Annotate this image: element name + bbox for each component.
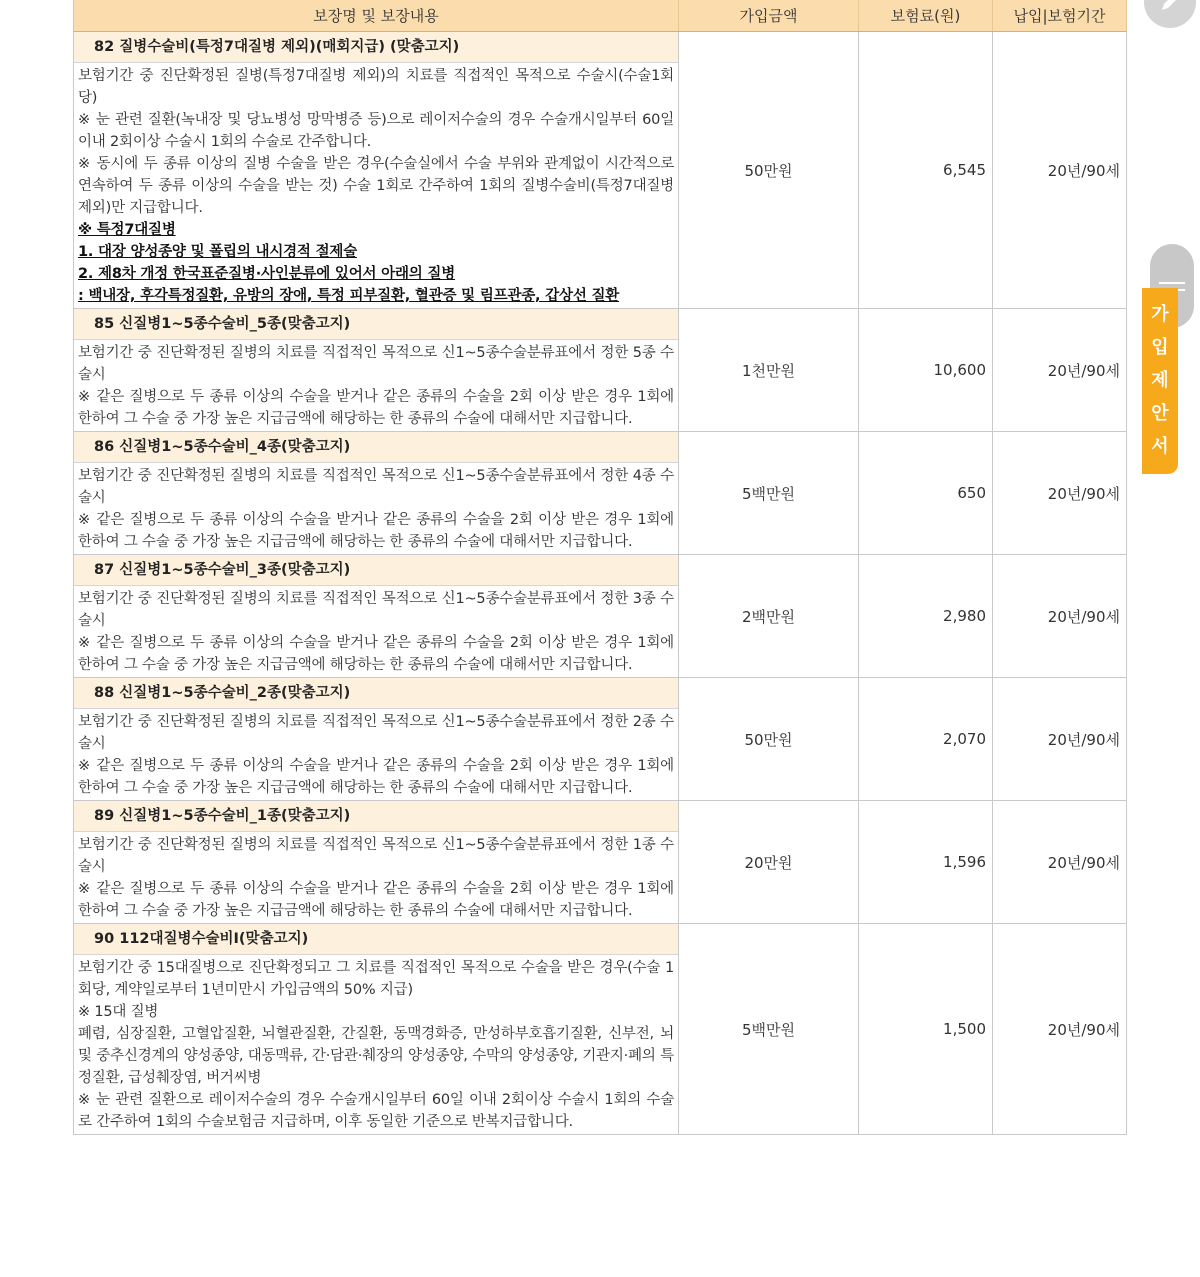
period-cell: 20년/90세 [993, 555, 1127, 678]
coverage-description-cell [74, 309, 679, 432]
coverage-note-underlined: 2. 제8차 개정 한국표준질병·사인분류에 있어서 아래의 질병 [78, 266, 456, 282]
coverage-text: ※ 같은 질병으로 두 종류 이상의 수술을 받거나 같은 종류의 수술을 2회 이상 받은 경우 1회에 한하여 그 수술 중 가장 높은 지급금액에 해당하는 한 종류의 수술에 대해서만 지급합니다. [78, 512, 674, 550]
amount-cell: 2백만원 [679, 555, 859, 678]
coverage-text: 보험기간 중 15대질병으로 진단확정되고 그 치료를 직접적인 목적으로 수술을 받은 경우(수술 1회당, 계약일로부터 1년미만시 가입금액의 50% 지급) [78, 960, 674, 998]
table-header-row [74, 0, 1127, 32]
coverage-description-cell [74, 801, 679, 924]
pencil-icon [1158, 0, 1182, 14]
coverage-body [74, 463, 678, 554]
coverage-text: 폐렴, 심장질환, 고혈압질환, 뇌혈관질환, 간질환, 동맥경화증, 만성하부호흡기질환, 신부전, 뇌 및 중추신경계의 양성종양, 대동맥류, 간·담관·췌장의 양성종양, 수막의 양성종양, 기관지·폐의 특정질환, 급성췌장염, 버거씨병 [78, 1026, 674, 1086]
premium-cell: 650 [859, 432, 993, 555]
period-cell: 20년/90세 [993, 801, 1127, 924]
coverage-text: ※ 같은 질병으로 두 종류 이상의 수술을 받거나 같은 종류의 수술을 2회 이상 받은 경우 1회에 한하여 그 수술 중 가장 높은 지급금액에 해당하는 한 종류의 수술에 대해서만 지급합니다. [78, 758, 674, 796]
coverage-title: 89 신질병1~5종수술비_1종(맞춤고지) [74, 801, 678, 832]
table-row [74, 801, 1127, 924]
table-row [74, 309, 1127, 432]
side-tab-char: 입 [1151, 337, 1169, 358]
coverage-description-cell [74, 678, 679, 801]
proposal-side-tab[interactable] [1142, 288, 1178, 474]
amount-cell: 5백만원 [679, 432, 859, 555]
table-row [74, 924, 1127, 1135]
period-cell: 20년/90세 [993, 924, 1127, 1135]
coverage-note-underlined: 1. 대장 양성종양 및 폴립의 내시경적 절제술 [78, 244, 358, 260]
coverage-text: 보험기간 중 진단확정된 질병의 치료를 직접적인 목적으로 신1~5종수술분류표에서 정한 4종 수술시 [78, 468, 674, 506]
coverage-table [73, 0, 1127, 1135]
side-tab-char: 제 [1151, 370, 1169, 391]
premium-cell: 2,070 [859, 678, 993, 801]
coverage-body [74, 832, 678, 923]
side-tab-char: 가 [1151, 304, 1169, 325]
coverage-description-cell [74, 555, 679, 678]
table-row [74, 32, 1127, 309]
amount-cell: 20만원 [679, 801, 859, 924]
coverage-text: ※ 눈 관련 질환으로 레이저수술의 경우 수술개시일부터 60일 이내 2회이상 수술시 1회의 수술로 간주하여 1회의 수술보험금 지급하며, 이후 동일한 기준으로 반복지급합니다. [78, 1092, 674, 1130]
coverage-body [74, 955, 678, 1134]
side-tab-char: 서 [1151, 436, 1169, 457]
coverage-text: ※ 15대 질병 [78, 1004, 159, 1020]
side-tab-char: 안 [1151, 403, 1169, 424]
coverage-text: ※ 같은 질병으로 두 종류 이상의 수술을 받거나 같은 종류의 수술을 2회 이상 받은 경우 1회에 한하여 그 수술 중 가장 높은 지급금액에 해당하는 한 종류의 수술에 대해서만 지급합니다. [78, 881, 674, 919]
coverage-body [74, 709, 678, 800]
premium-cell: 1,500 [859, 924, 993, 1135]
coverage-title: 90 112대질병수술비Ⅰ(맞춤고지) [74, 924, 678, 955]
coverage-text: ※ 눈 관련 질환(녹내장 및 당뇨병성 망막병증 등)으로 레이저수술의 경우 수술개시일부터 60일 이내 2회이상 수술시 1회의 수술로 간주합니다. [78, 112, 674, 150]
period-cell: 20년/90세 [993, 32, 1127, 309]
coverage-text: 보험기간 중 진단확정된 질병(특정7대질병 제외)의 치료를 직접적인 목적으로 수술시(수술1회당) [78, 68, 674, 106]
coverage-description-cell [74, 32, 679, 309]
coverage-title: 82 질병수술비(특정7대질병 제외)(매회지급) (맞춤고지) [74, 32, 678, 63]
coverage-table-container [73, 0, 1126, 1135]
coverage-body [74, 63, 678, 308]
header-period: 납입|보험기간 [993, 0, 1127, 32]
premium-cell: 6,545 [859, 32, 993, 309]
coverage-note-underlined: : 백내장, 후각특정질환, 유방의 장애, 특정 피부질환, 혈관증 및 림프관종, 갑상선 질환 [78, 288, 620, 304]
coverage-text: 보험기간 중 진단확정된 질병의 치료를 직접적인 목적으로 신1~5종수술분류표에서 정한 5종 수술시 [78, 345, 674, 383]
coverage-body [74, 340, 678, 431]
coverage-text: ※ 동시에 두 종류 이상의 질병 수술을 받은 경우(수술실에서 수술 부위와 관계없이 시간적으로 연속하여 두 종류 이상의 수술을 받는 것) 수술 1회로 간주하여 1회의 질병수술비(특정7대질병 제외)만 지급합니다. [78, 156, 674, 216]
table-row [74, 555, 1127, 678]
period-cell: 20년/90세 [993, 678, 1127, 801]
coverage-note-underlined: ※ 특정7대질병 [78, 222, 176, 238]
table-row [74, 432, 1127, 555]
coverage-title: 85 신질병1~5종수술비_5종(맞춤고지) [74, 309, 678, 340]
coverage-text: ※ 같은 질병으로 두 종류 이상의 수술을 받거나 같은 종류의 수술을 2회 이상 받은 경우 1회에 한하여 그 수술 중 가장 높은 지급금액에 해당하는 한 종류의 수술에 대해서만 지급합니다. [78, 635, 674, 673]
coverage-body [74, 586, 678, 677]
coverage-text: ※ 같은 질병으로 두 종류 이상의 수술을 받거나 같은 종류의 수술을 2회 이상 받은 경우 1회에 한하여 그 수술 중 가장 높은 지급금액에 해당하는 한 종류의 수술에 대해서만 지급합니다. [78, 389, 674, 427]
premium-cell: 2,980 [859, 555, 993, 678]
coverage-description-cell [74, 924, 679, 1135]
coverage-text: 보험기간 중 진단확정된 질병의 치료를 직접적인 목적으로 신1~5종수술분류표에서 정한 3종 수술시 [78, 591, 674, 629]
edit-button[interactable] [1144, 0, 1196, 28]
coverage-text: 보험기간 중 진단확정된 질병의 치료를 직접적인 목적으로 신1~5종수술분류표에서 정한 1종 수술시 [78, 837, 674, 875]
premium-cell: 1,596 [859, 801, 993, 924]
table-row [74, 678, 1127, 801]
coverage-title: 86 신질병1~5종수술비_4종(맞춤고지) [74, 432, 678, 463]
coverage-description-cell [74, 432, 679, 555]
coverage-text: 보험기간 중 진단확정된 질병의 치료를 직접적인 목적으로 신1~5종수술분류표에서 정한 2종 수술시 [78, 714, 674, 752]
amount-cell: 5백만원 [679, 924, 859, 1135]
amount-cell: 50만원 [679, 32, 859, 309]
amount-cell: 50만원 [679, 678, 859, 801]
header-amount: 가입금액 [679, 0, 859, 32]
period-cell: 20년/90세 [993, 432, 1127, 555]
period-cell: 20년/90세 [993, 309, 1127, 432]
header-premium: 보험료(원) [859, 0, 993, 32]
coverage-title: 88 신질병1~5종수술비_2종(맞춤고지) [74, 678, 678, 709]
amount-cell: 1천만원 [679, 309, 859, 432]
coverage-title: 87 신질병1~5종수술비_3종(맞춤고지) [74, 555, 678, 586]
header-coverage-name: 보장명 및 보장내용 [74, 0, 679, 32]
premium-cell: 10,600 [859, 309, 993, 432]
